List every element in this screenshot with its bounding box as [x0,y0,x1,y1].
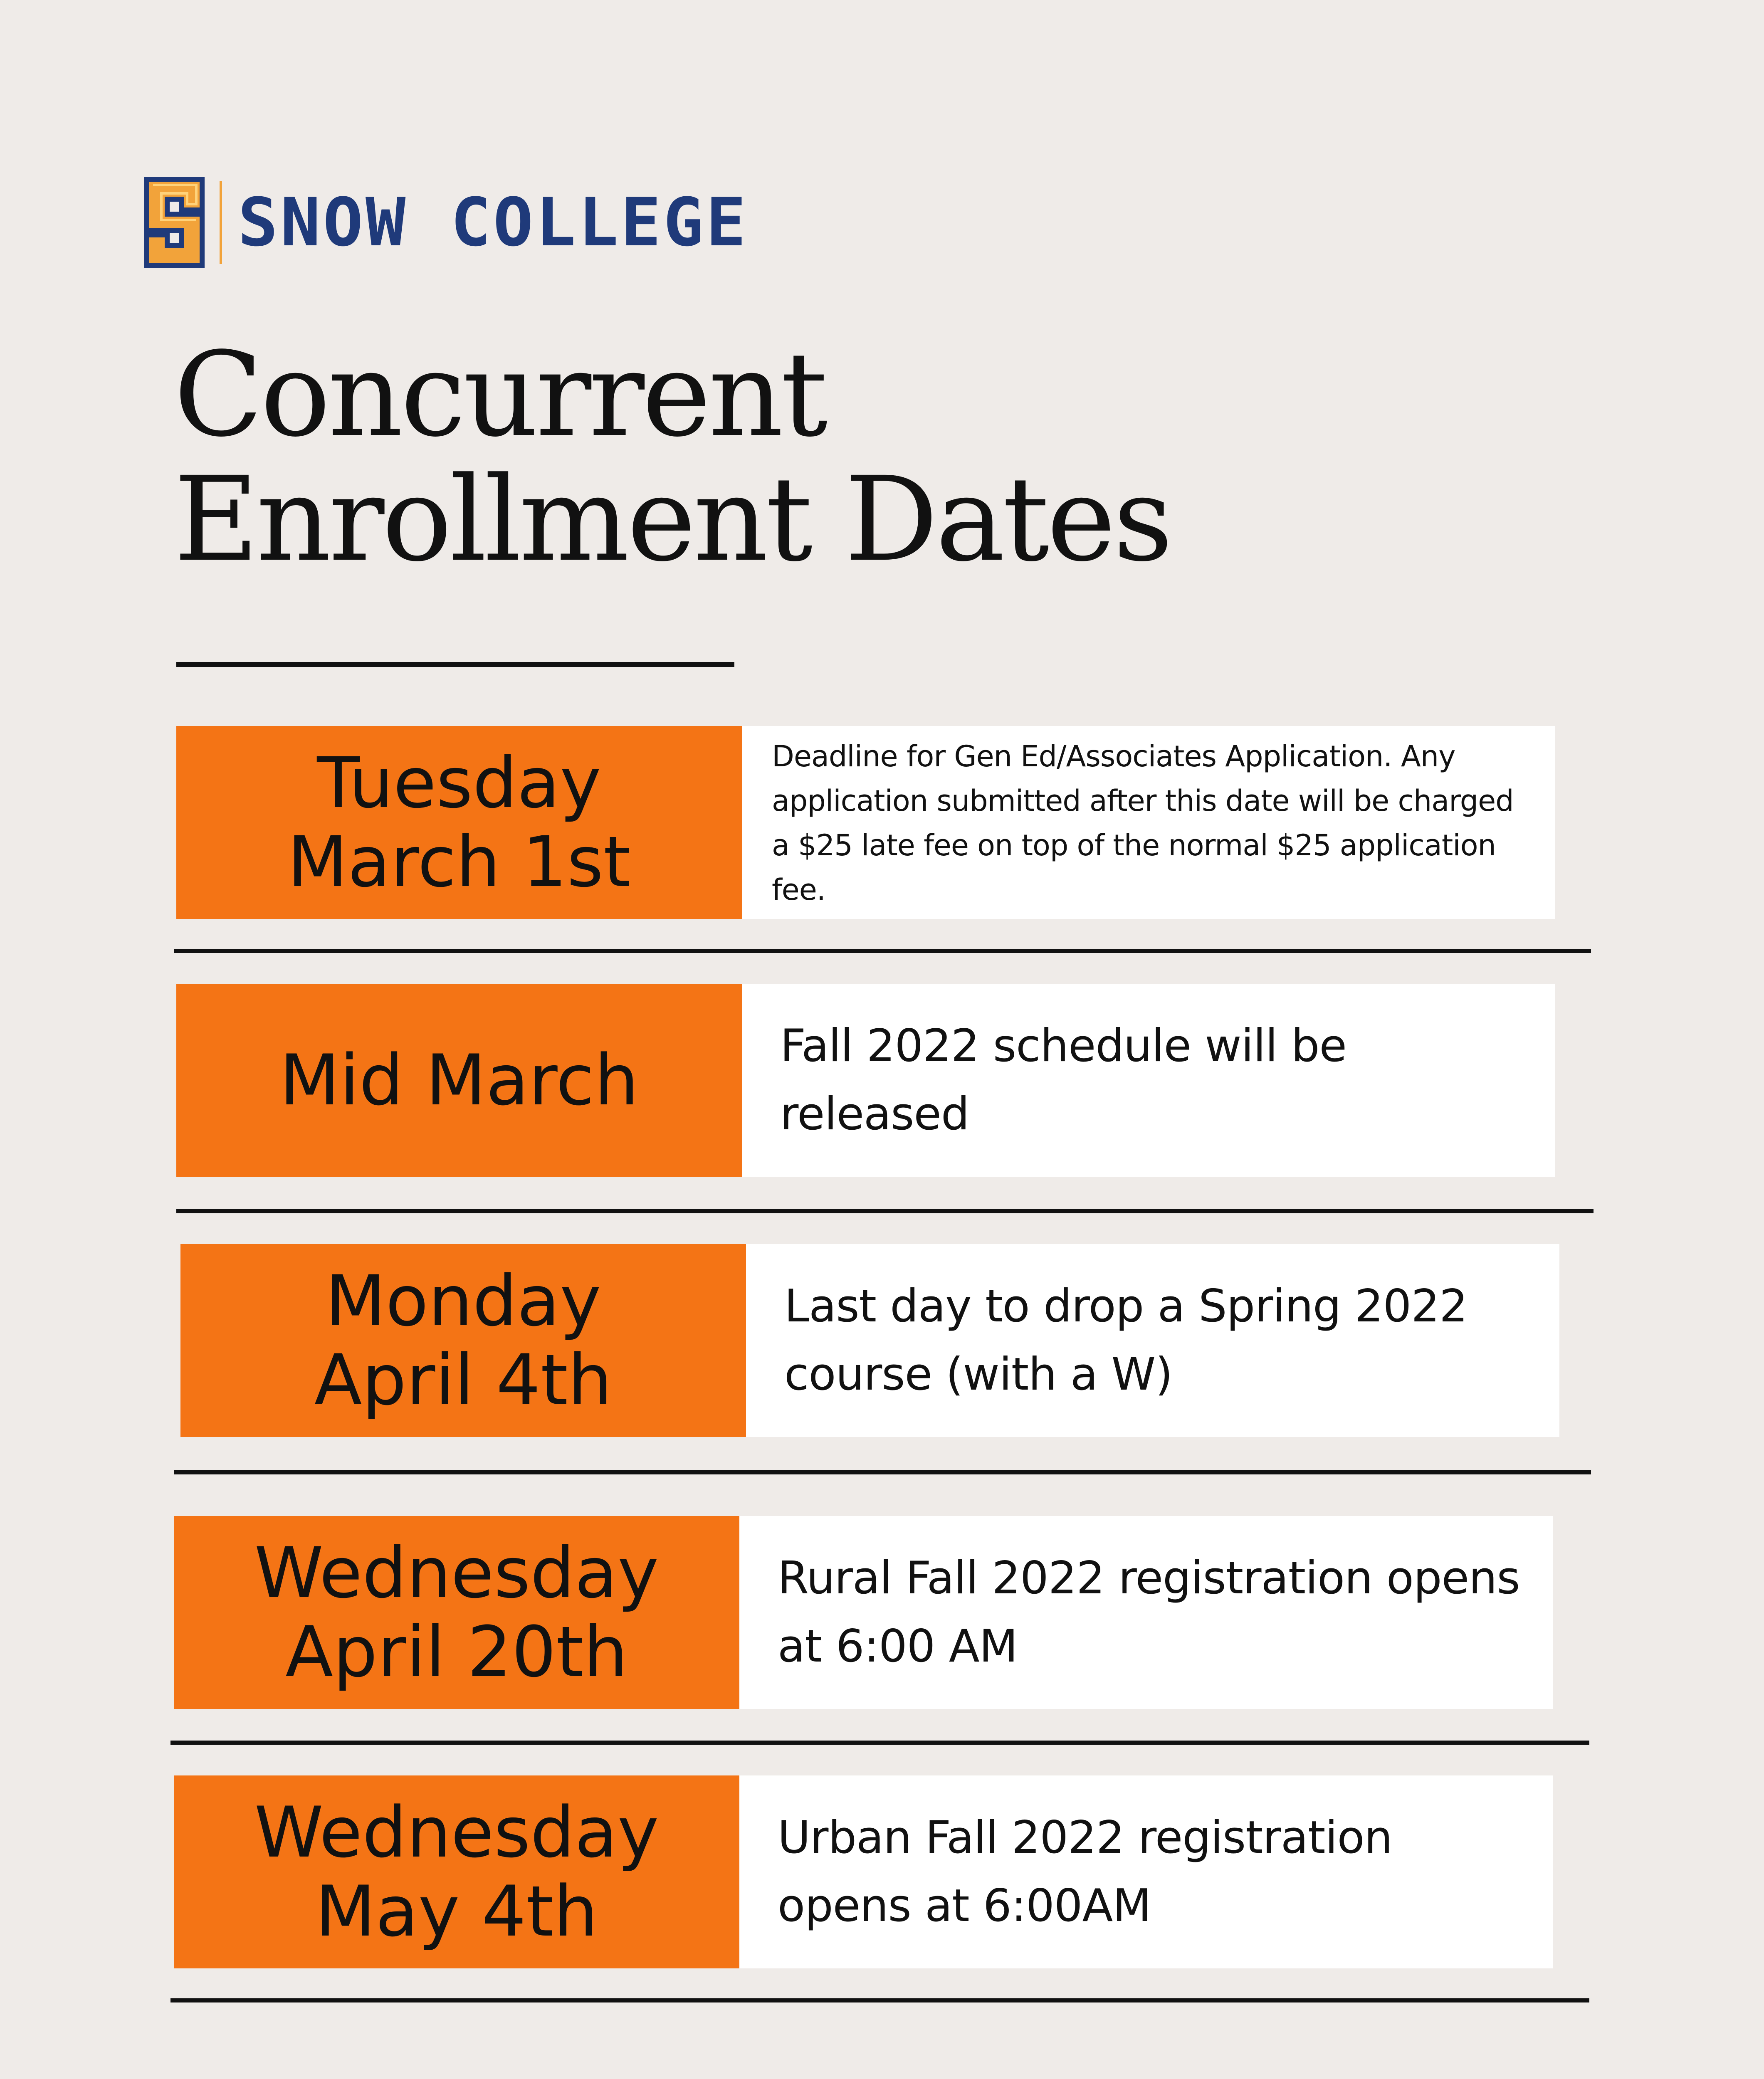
row-separator [170,1998,1589,2002]
event-date [176,984,742,1177]
college-s-logo-icon [143,176,205,269]
title-line-2: Enrollment Dates [174,452,1171,588]
event-date [180,1244,746,1437]
event-description [742,984,1555,1177]
event-date-weekday: Tuesday [317,742,601,824]
logo-divider [220,181,222,264]
event-date [176,726,742,919]
event-date-day: April 4th [314,1339,613,1421]
row-separator [176,1209,1594,1213]
event-date-day: March 1st [287,821,631,903]
event-description-text: Deadline for Gen Ed/Associates Application. Any application submitted after this date will be charged a $25 late fee on top of the normal $25 application fee. [772,739,1514,907]
event-date-label: Mid March [279,1040,639,1121]
event-date-day: May 4th [315,1871,598,1952]
event-description [746,1244,1559,1437]
event-date-weekday: Wednesday [254,1532,659,1614]
page-title [174,327,1171,588]
event-description-text: Rural Fall 2022 registration opens at 6:00 AM [778,1552,1520,1672]
title-underline [176,662,734,667]
event-row-1 [176,726,1555,919]
event-date-weekday: Monday [325,1260,601,1342]
event-description [739,1516,1553,1709]
event-description-text: Fall 2022 schedule will be released [780,1020,1346,1140]
row-separator [170,1741,1589,1745]
event-description [739,1775,1553,1968]
event-row-3 [180,1244,1559,1437]
college-name: SNOW COLLEGE [238,183,749,261]
event-description [742,726,1555,919]
event-description-text: Last day to drop a Spring 2022 course (with a W) [784,1280,1468,1400]
event-row-2 [176,984,1555,1177]
event-date-weekday: Wednesday [254,1792,659,1873]
title-line-1: Concurrent [174,327,825,463]
event-date [174,1516,739,1709]
row-separator [174,949,1591,953]
event-date [174,1775,739,1968]
row-separator [174,1470,1591,1474]
event-date-day: April 20th [285,1611,628,1693]
snow-college-logo [143,175,749,270]
event-description-text: Urban Fall 2022 registration opens at 6:00AM [778,1812,1392,1932]
event-row-4 [174,1516,1553,1709]
event-row-5 [174,1775,1553,1968]
